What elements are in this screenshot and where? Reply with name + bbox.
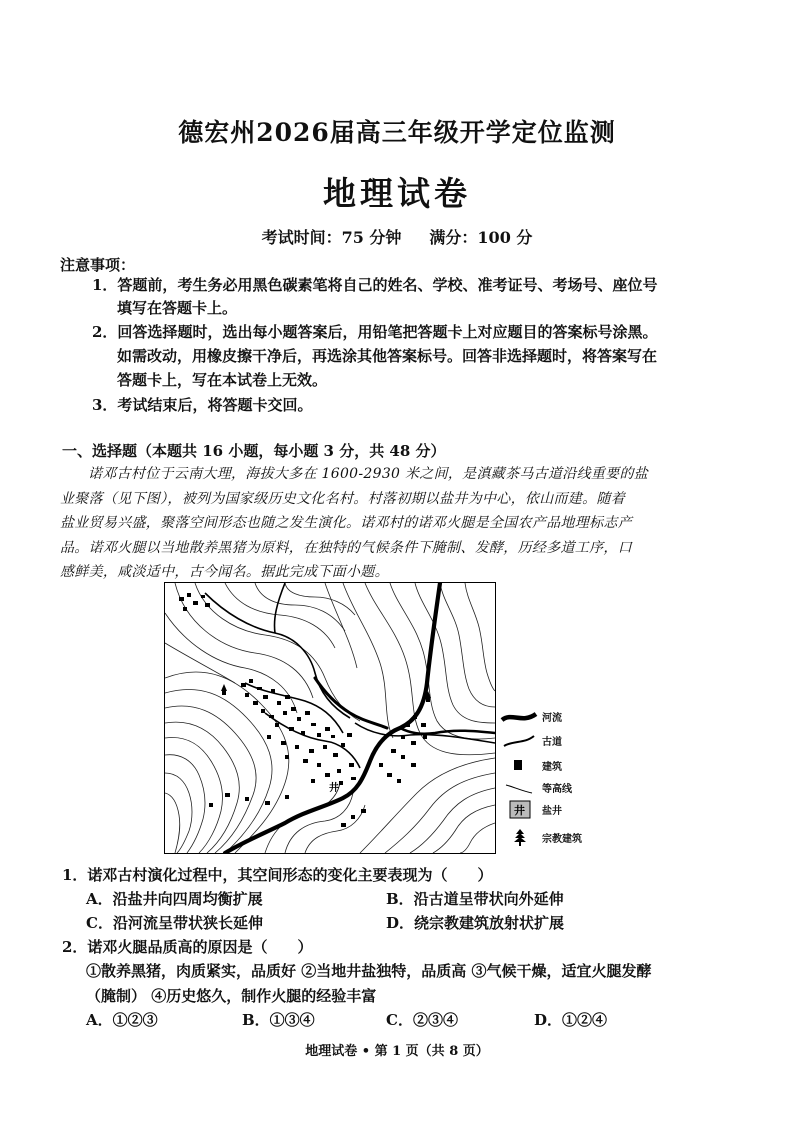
map-drawing (165, 583, 495, 853)
full-score: 满分：100 分 (429, 228, 533, 247)
passage-line: 盐业贸易兴盛，聚落空间形态也随之发生演化。诺邓村的诺邓火腿是全国农产品地理标志产 (60, 515, 632, 531)
legend-label: 盐井 (542, 806, 562, 817)
legend-label: 建筑 (542, 762, 562, 773)
passage-line: 感鲜美，咸淡适中，古今闻名。据此完成下面小题。 (60, 564, 389, 580)
question-2-option-d: D．①②④ (534, 1011, 608, 1029)
legend-label: 等高线 (542, 784, 572, 795)
note-item: 1．答题前，考生务必用黑色碳素笔将自己的姓名、学校、准考证号、考场号、座位号 (92, 276, 658, 294)
legend-item-river (500, 706, 610, 728)
note-item: 如需改动，用橡皮擦干净后，再选涂其他答案标号。回答非选择题时，将答案写在 (117, 347, 658, 365)
question-2-statements: （腌制） ④历史悠久，制作火腿的经验丰富 (86, 987, 377, 1005)
note-item: 2．回答选择题时，选出每小题答案后，用铅笔把答题卡上对应题目的答案标号涂黑。 (92, 323, 658, 341)
passage-line: 诺邓古村位于云南大理，海拔大多在 1600-2930 米之间，是滇藏茶马古道沿线重要的盐 (88, 466, 649, 482)
legend-label: 古道 (542, 737, 562, 748)
river-icon (500, 706, 540, 728)
notes-heading: 注意事项： (60, 256, 136, 274)
note-item: 3．考试结束后，将答题卡交回。 (92, 396, 313, 414)
question-1-option-a: A．沿盐井向四周均衡扩展 (86, 890, 263, 908)
passage-line: 品。诺邓火腿以当地散养黑猪为原料，在独特的气候条件下腌制、发酵，历经多道工序，口 (60, 539, 632, 556)
question-1-option-b: B．沿古道呈带状向外延伸 (386, 890, 564, 908)
salt-well-icon-char: 井 (514, 804, 525, 817)
passage-line: 业聚落（见下图），被列为国家级历史文化名村。村落初期以盐井为中心，依山而建。随着 (60, 490, 625, 507)
subject-title: 地理试卷 (323, 174, 471, 213)
section-heading: 一、选择题（本题共 16 小题，每小题 3 分，共 48 分） (62, 442, 446, 460)
question-2-stem: 2．诺邓火腿品质高的原因是（ ） (62, 938, 313, 956)
question-1-option-d: D．绕宗教建筑放射状扩展 (386, 914, 565, 932)
note-item: 答题卡上，写在本试卷上无效。 (117, 371, 328, 389)
question-2-option-c: C．②③④ (386, 1011, 458, 1029)
note-item: 填写在答题卡上。 (117, 299, 238, 317)
question-1-option-c: C．沿河流呈带状狭长延伸 (86, 914, 263, 932)
question-2-option-b: B．①③④ (242, 1011, 315, 1029)
temple-icon (500, 827, 540, 849)
salt-well-icon (500, 799, 540, 821)
legend-item-temple (500, 827, 610, 849)
building-icon (500, 755, 540, 777)
legend-item-ancient-road (500, 730, 610, 752)
legend-item-salt-well (500, 799, 610, 821)
exam-time: 考试时间：75 分钟 (261, 228, 402, 247)
village-map (164, 582, 496, 854)
legend-label: 宗教建筑 (542, 834, 582, 845)
question-2-statements: ①散养黑猪，肉质紧实，品质好 ②当地井盐独特，品质高 ③气候干燥，适宜火腿发酵 (86, 962, 652, 980)
page-footer: 地理试卷 • 第 1 页（共 8 页） (305, 1044, 489, 1059)
legend-label: 河流 (542, 713, 562, 724)
legend-item-contour (500, 777, 610, 799)
question-1-stem: 1．诺邓古村演化过程中，其空间形态的变化主要表现为（ ） (62, 866, 493, 884)
salt-well-label: 井 (329, 783, 339, 794)
exam-title: 德宏州2026届高三年级开学定位监测 (178, 118, 616, 147)
passage (60, 462, 696, 585)
legend-item-building (500, 755, 610, 777)
exam-info (0, 225, 794, 248)
ancient-road-icon (500, 730, 540, 752)
contour-icon (500, 777, 540, 799)
question-2-option-a: A．①②③ (86, 1011, 158, 1029)
